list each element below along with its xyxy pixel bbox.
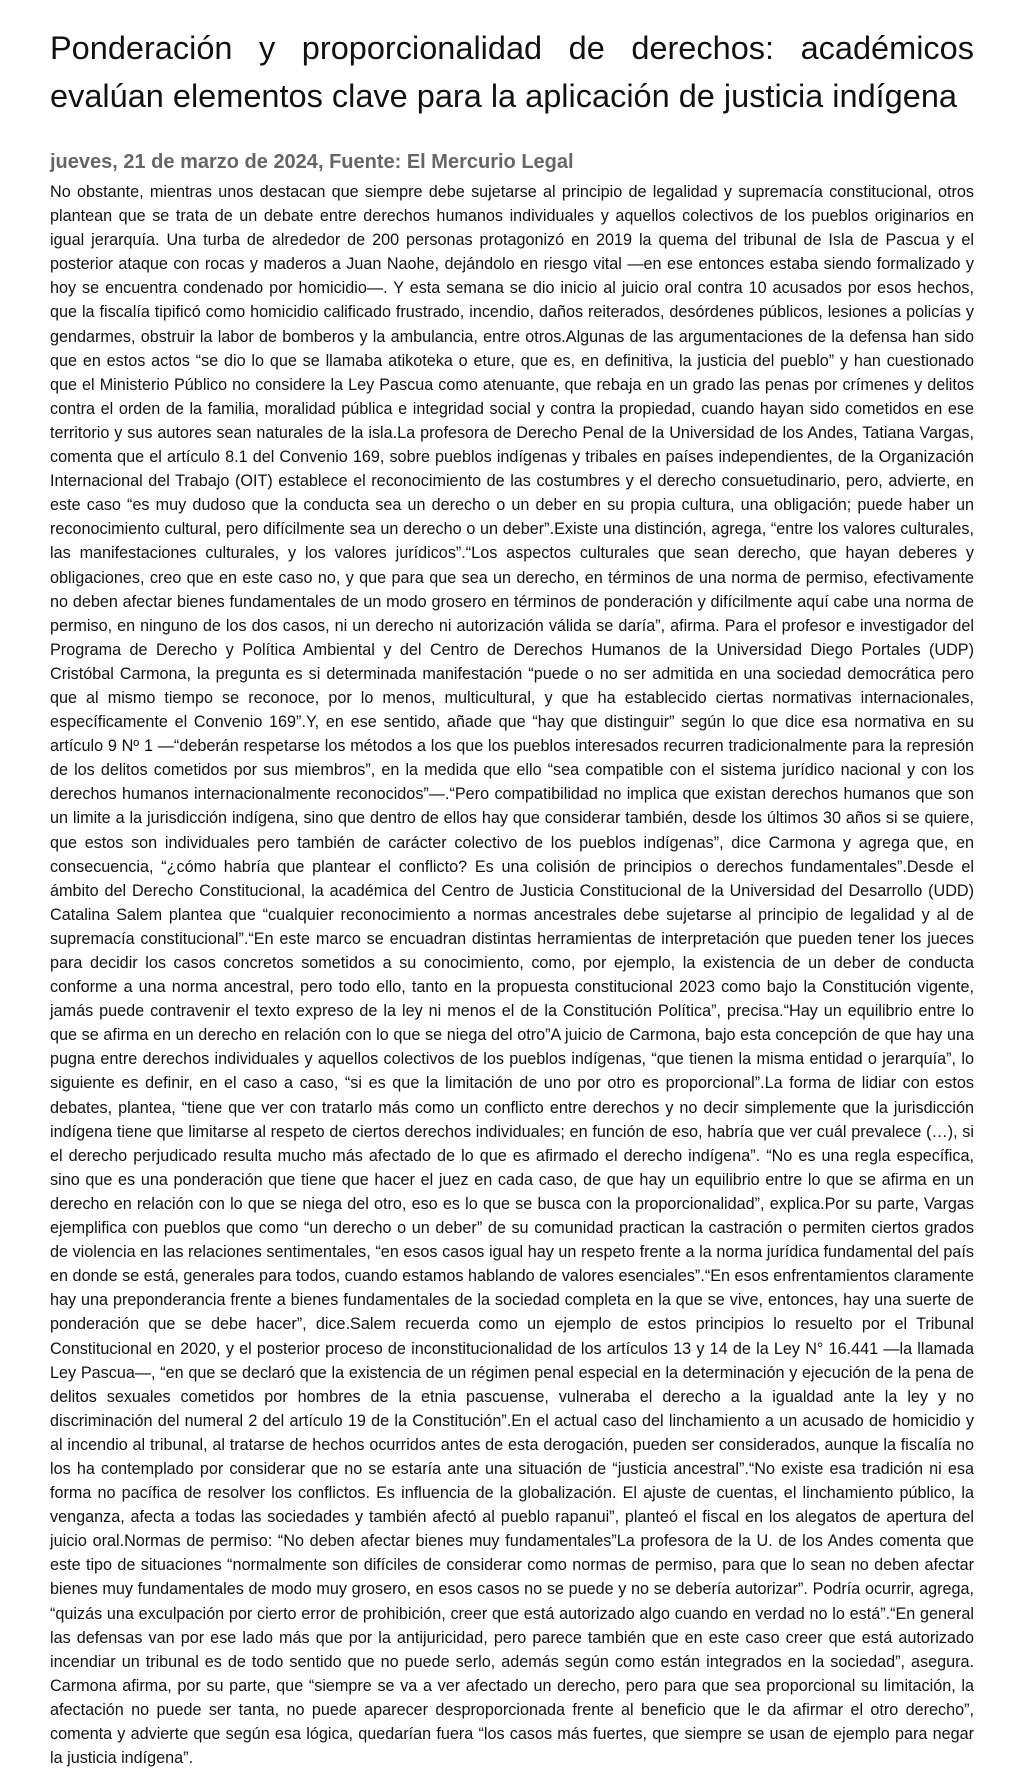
article-source: El Mercurio Legal	[406, 151, 574, 173]
article-source-label: Fuente:	[329, 151, 402, 173]
meta-separator: ,	[317, 151, 330, 173]
article-meta	[50, 148, 974, 176]
article-date: jueves, 21 de marzo de 2024	[50, 151, 318, 173]
article-body: No obstante, mientras unos destacan que siempre debe sujetarse al principio de legalidad y supremacía constitucional, otros plantean que se trata de un debate entre derechos humanos individuales y aquellos colectivos de los pueblos originarios en igual jerarquía. Una turba de alrededor de 200 personas protagonizó en 2019 la quema del tribunal de Isla de Pascua y el posterior ataque con rocas y maderos a Juan Naohe, dejándolo en riesgo vital —en ese entonces estaba siendo formalizado y hoy se encuentra condenado por homicidio—. Y esta semana se dio inicio al juicio oral contra 10 acusados por esos hechos, que la fiscalía tipificó como homicidio calificado frustrado, incendio, daños reiterados, desórdenes públicos, lesiones a policías y gendarmes, obstruir la labor de bomberos y la ambulancia, entre otros.Algunas de las argumentaciones de la defensa han sido que en estos actos “se dio lo que se llamaba atikoteka o eture, que es, en definitiva, la justicia del pueblo” y han cuestionado que el Ministerio Público no considere la Ley Pascua como atenuante, que rebaja en un grado las penas por crímenes y delitos contra el orden de la familia, moralidad pública e integridad social y contra la propiedad, cuando hayan sido cometidos en ese territorio y sus autores sean naturales de la isla.La profesora de Derecho Penal de la Universidad de los Andes, Tatiana Vargas, comenta que el artículo 8.1 del Convenio 169, sobre pueblos indígenas y tribales en países independientes, de la Organización Internacional del Trabajo (OIT) establece el reconocimiento de las costumbres y el derecho consuetudinario, pero, advierte, en este caso “es muy dudoso que la conducta sea un derecho o un deber en su propia cultura, una obligación; puede haber un reconocimiento cultural, pero difícilmente sea un derecho o un deber”.Existe una distinción, agrega, “entre los valores culturales, las manifestaciones culturales, y los valores jurídicos”.“Los aspectos culturales que sean derecho, que hayan deberes y obligaciones, creo que en este caso no, y que para que sea un derecho, en términos de una norma de permiso, efectivamente no deben afectar bienes fundamentales de un modo grosero en términos de ponderación y difícilmente aquí cabe una norma de permiso, en ninguno de los dos casos, ni un derecho ni autorización válida se daría”, afirma. Para el profesor e investigador del Programa de Derecho y Política Ambiental y del Centro de Derechos Humanos de la Universidad Diego Portales (UDP) Cristóbal Carmona, la pregunta es si determinada manifestación “puede o no ser admitida en una sociedad democrática pero que al mismo tiempo se reconoce, por lo menos, multicultural, y que ha establecido ciertas normativas internacionales, específicamente el Convenio 169”.Y, en ese sentido, añade que “hay que distinguir” según lo que dice esa normativa en su artículo 9 Nº 1 —“deberán respetarse los métodos a los que los pueblos interesados recurren tradicionalmente para la represión de los delitos cometidos por sus miembros”, en la medida que ello “sea compatible con el sistema jurídico nacional y con los derechos humanos internacionalmente reconocidos”—.“Pero compatibilidad no implica que existan derechos humanos que son un limite a la jurisdicción indígena, sino que dentro de ellos hay que considerar también, desde los últimos 30 años si se quiere, que estos son individuales pero también de carácter colectivo de los pueblos indígenas”, dice Carmona y agrega que, en consecuencia, “¿cómo habría que plantear el conflicto? Es una colisión de principios o derechos fundamentales”.Desde el ámbito del Derecho Constitucional, la académica del Centro de Justicia Constitucional de la Universidad del Desarrollo (UDD) Catalina Salem plantea que “cualquier reconocimiento a normas ancestrales debe sujetarse al principio de legalidad y al de supremacía constitucional”.“En este marco se encuadran distintas herramientas de interpretación que pueden tener los jueces para decidir los casos concretos sometidos a su conocimiento, como, por ejemplo, la existencia de un deber de conducta conforme a una norma ancestral, pero todo ello, tanto en la propuesta constitucional 2023 como bajo la Constitución vigente, jamás puede contravenir el texto expreso de la ley ni menos el de la Constitución Política”, precisa.“Hay un equilibrio entre lo que se afirma en un derecho en relación con lo que se niega del otro”A juicio de Carmona, bajo esta concepción de que hay una pugna entre derechos individuales y aquellos colectivos de los pueblos indígenas, “que tienen la misma entidad o jerarquía”, lo siguiente es definir, en el caso a caso, “si es que la limitación de uno por otro es proporcional”.La forma de lidiar con estos debates, plantea, “tiene que ver con tratarlo más como un conflicto entre derechos y no decir simplemente que la jurisdicción indígena tiene que limitarse al respeto de ciertos derechos individuales; en función de eso, habría que ver cuál prevalece (…), si el derecho perjudicado resulta mucho más afectado de lo que es afirmado el derecho indígena”. “No es una regla específica, sino que es una ponderación que tiene que hacer el juez en cada caso, de que hay un equilibrio entre lo que se afirma en un derecho en relación con lo que se niega del otro, eso es lo que se busca con la proporcionalidad”, explica.Por su parte, Vargas ejemplifica con pueblos que como “un derecho o un deber” de su comunidad practican la castración o permiten ciertos grados de violencia en las relaciones sentimentales, “en esos casos igual hay un respeto frente a la norma jurídica fundamental del país en donde se está, generales para todos, cuando estamos hablando de valores esenciales”.“En esos enfrentamientos claramente hay una preponderancia frente a bienes fundamentales de la sociedad completa en la que se vive, entonces, hay una suerte de ponderación que se debe hacer”, dice.Salem recuerda como un ejemplo de estos principios lo resuelto por el Tribunal Constitucional en 2020, y el posterior proceso de inconstitucionalidad de los artículos 13 y 14 de la Ley N° 16.441 —la llamada Ley Pascua—, “en que se declaró que la existencia de un régimen penal especial en la determinación y ejecución de la pena de delitos sexuales cometidos por hombres de la etnia pascuense, vulneraba el derecho a la igualdad ante la ley y no discriminación del numeral 2 del artículo 19 de la Constitución”.En el actual caso del linchamiento a un acusado de homicidio y al incendio al tribunal, al tratarse de hechos ocurridos antes de esta derogación, pueden ser considerados, aunque la fiscalía no los ha contemplado por considerar que no se estaría ante una situación de “justicia ancestral”.“No existe esa tradición ni esa forma no pacífica de resolver los conflictos. Es influencia de la globalización. El ajuste de cuentas, el linchamiento público, la venganza, afecta a todas las sociedades y también afectó al pueblo rapanui”, planteó el fiscal en los alegatos de apertura del juicio oral.Normas de permiso: “No deben afectar bienes muy fundamentales”La profesora de la U. de los Andes comenta que este tipo de situaciones “normalmente son difíciles de considerar como normas de permiso, para que lo sean no deben afectar bienes muy fundamentales de modo muy grosero, en esos casos no se puede y no se debería autorizar”. Podría ocurrir, agrega, “quizás una exculpación por cierto error de prohibición, creer que está autorizado algo cuando en verdad no lo está”.“En general las defensas van por ese lado más que por la antijuricidad, pero parece también que en este caso creer que está autorizado incendiar un tribunal es de todo sentido que no puede serlo, además según como están integrados en la sociedad”, asegura. Carmona afirma, por su parte, que “siempre se va a ver afectado un derecho, pero para que sea proporcional su limitación, la afectación no puede ser tanta, no puede aparecer desproporcionada frente al beneficio que le da afirmar el otro derecho”, comenta y advierte que según esa lógica, quedarían fuera “los casos más fuertes, que siempre se usan de ejemplo para negar la justicia indígena”.	[50, 183, 974, 1768]
article-title: Ponderación y proporcionalidad de derechos: académicos evalúan elementos clave para la aplicación de justicia indígena	[50, 30, 974, 114]
